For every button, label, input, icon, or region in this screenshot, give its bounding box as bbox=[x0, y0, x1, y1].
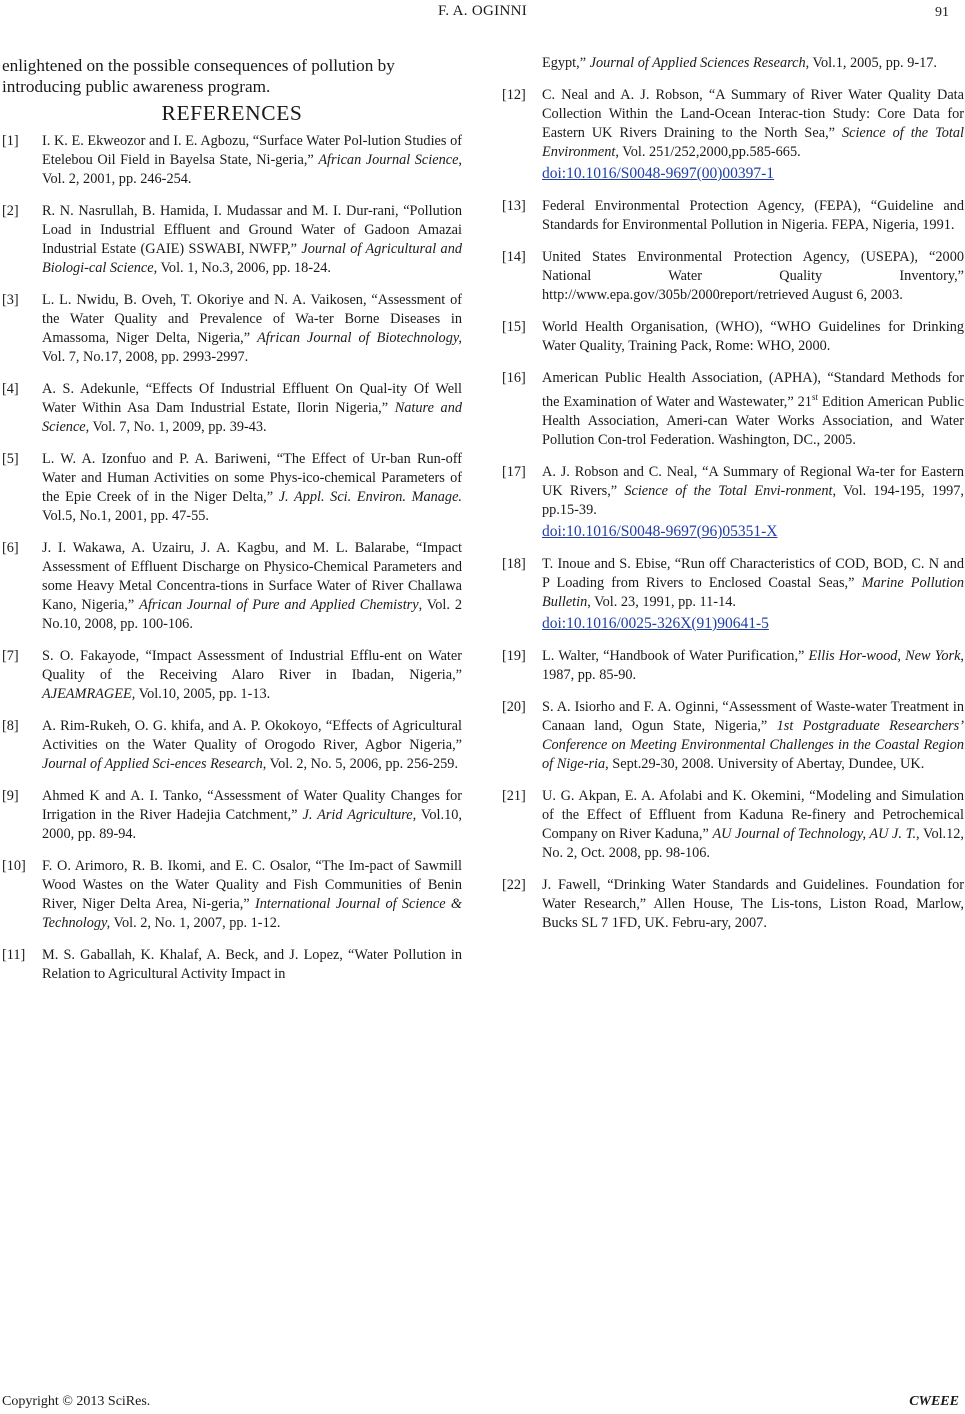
reference-journal: Ellis Hor-wood, New York bbox=[808, 647, 961, 664]
superscript: st bbox=[811, 392, 818, 402]
reference-journal: African Journal of Biotechnology, bbox=[257, 330, 462, 346]
reference-number: [15] bbox=[502, 319, 526, 335]
reference-21 bbox=[502, 787, 964, 863]
reference-text: T. Inoue and S. Ebise, “Run off Characteristics of COD, BOD, C. N and P Loading from Rivers to Enclosed Coastal Seas,” bbox=[542, 555, 964, 591]
reference-1 bbox=[2, 132, 462, 189]
reference-4 bbox=[2, 380, 462, 437]
reference-22 bbox=[502, 876, 964, 933]
reference-journal: Science of the Total Envi-ronment bbox=[624, 482, 833, 499]
reference-number: [9] bbox=[2, 788, 19, 804]
reference-journal: Science of the Total Environment bbox=[542, 125, 965, 160]
reference-number: [1] bbox=[2, 133, 19, 149]
reference-2 bbox=[2, 202, 462, 278]
reference-journal: J. Appl. Sci. Environ. Manage. bbox=[278, 489, 462, 505]
doi-link[interactable]: doi:10.1016/0025-326X(91)90641-5 bbox=[542, 614, 769, 632]
reference-text: C. Neal and A. J. Robson, “A Summary of River Water Quality Data Collection Within the Land-Ocean Interac-tion Study: Core Data for Eastern UK Rivers Draining to the North Sea,” bbox=[542, 87, 964, 141]
reference-20 bbox=[502, 698, 964, 774]
reference-details: , Vol. 251/252,2000,pp.585-665. bbox=[615, 144, 801, 160]
reference-details: Vol.10, 2005, pp. 1-13. bbox=[135, 686, 271, 702]
reference-number: [19] bbox=[502, 647, 526, 664]
right-column bbox=[502, 54, 964, 946]
reference-7 bbox=[2, 647, 462, 704]
reference-number: [12] bbox=[502, 87, 526, 103]
reference-number: [22] bbox=[502, 876, 526, 893]
reference-details: , Vol. 194-195, 1997, pp.15-39. bbox=[542, 482, 964, 518]
reference-text: F. O. Arimoro, R. B. Ikomi, and E. C. Osalor, “The Im-pact of Sawmill Wood Wastes on the Water Quality and Fish Communities of Benin River, Niger Delta Area, Ni-geria,” bbox=[42, 858, 462, 912]
reference-journal: Marine Pollution Bulletin bbox=[542, 574, 964, 610]
reference-text: Federal Environmental Protection Agency, (FEPA), “Guideline and Standards for Environmental Pollution in Nigeria. FEPA, Nigeria, 1991. bbox=[542, 198, 964, 233]
reference-text: A. J. Robson and C. Neal, “A Summary of Regional Wa-ter for Eastern UK Rivers,” bbox=[542, 463, 964, 499]
reference-journal: African Journal of Pure and Applied Chemistry bbox=[139, 597, 419, 613]
reference-text: American Public Health Association, (APHA), “Standard Methods for the Examination of Water and Wastewater,” 21 bbox=[542, 370, 964, 410]
running-header-author: F. A. OGINNI bbox=[437, 3, 528, 19]
reference-number: [14] bbox=[502, 249, 526, 265]
doi-link[interactable]: doi:10.1016/S0048-9697(00)00397-1 bbox=[542, 165, 775, 182]
reference-number: [21] bbox=[502, 787, 526, 804]
reference-text: R. N. Nasrullah, B. Hamida, I. Mudassar and M. I. Dur-rani, “Pollution Load in Industrial Effluent and Ground Water of Gadoon Amazai Industrial Estate (GAIE) SSWABI, NWFP,” bbox=[42, 203, 462, 257]
reference-text: S. A. Isiorho and F. A. Oginni, “Assessment of Waste-water Treatment in Canaan land, Ogun State, Nigeria,” bbox=[542, 698, 964, 734]
references-heading: REFERENCES bbox=[161, 101, 303, 125]
reference-details: , Vol. 23, 1991, pp. 11-14. bbox=[587, 593, 736, 610]
intro-paragraph: enlightened on the possible consequences of pollution by introducing public awareness program. bbox=[2, 56, 395, 96]
reference-number: [18] bbox=[502, 555, 526, 572]
doi-link[interactable]: doi:10.1016/S0048-9697(96)05351-X bbox=[542, 522, 778, 540]
reference-journal: AJEAMRAGEE, bbox=[42, 686, 136, 702]
reference-details: Vol. 2, No. 1, 2007, pp. 1-12. bbox=[110, 915, 281, 931]
reference-journal: International Journal of Science & Technology, bbox=[42, 896, 462, 931]
reference-text: M. S. Gaballah, K. Khalaf, A. Beck, and J. Lopez, “Water Pollution in Relation to Agricultural Activity Impact in bbox=[42, 947, 462, 982]
reference-5 bbox=[2, 450, 462, 526]
reference-number: [16] bbox=[502, 370, 526, 386]
reference-number: [5] bbox=[2, 451, 19, 467]
reference-journal: AU Journal of Technology, AU J. T. bbox=[712, 825, 917, 842]
reference-details: Vol. 7, No. 1, 2009, pp. 39-43. bbox=[89, 419, 267, 435]
reference-details: , Vol.1, 2005, pp. 9-17. bbox=[805, 55, 937, 71]
reference-17 bbox=[502, 463, 964, 542]
reference-text: Egypt,” bbox=[542, 55, 590, 71]
reference-3 bbox=[2, 291, 462, 367]
reference-text: United States Environmental Protection Agency, (USEPA), “2000 National Water Quality Inventory,” http://www.epa.gov/305b/2000report/retrieved August 6, 2003. bbox=[542, 249, 964, 303]
reference-details: Vol.5, No.1, 2001, pp. 47-55. bbox=[42, 508, 209, 524]
reference-details: Edition American Public Health Association, Ameri-can Water Works Association, and Water Pollution Con-trol Federation. Washington, DC., 2005. bbox=[542, 393, 964, 448]
reference-number: [13] bbox=[502, 198, 526, 214]
reference-11 bbox=[2, 946, 462, 984]
reference-13 bbox=[502, 197, 964, 235]
reference-11-continued bbox=[502, 54, 964, 73]
reference-number: [17] bbox=[502, 463, 526, 480]
reference-text: A. S. Adekunle, “Effects Of Industrial Effluent On Qual-ity Of Well Water Within Asa Dam Industrial Estate, Ilorin Nigeria,” bbox=[42, 381, 462, 416]
reference-details: Vol. 7, No.17, 2008, pp. 2993-2997. bbox=[42, 349, 249, 365]
reference-details: , Vol.12, No. 2, Oct. 2008, pp. 98-106. bbox=[542, 825, 965, 861]
reference-number: [2] bbox=[2, 203, 19, 219]
reference-text: L. L. Nwidu, B. Oveh, T. Okoriye and N. A. Vaikosen, “Assessment of the Water Quality and Prevalence of Wa-ter Borne Diseases in Amassoma, Niger Delta, Nigeria,” bbox=[42, 292, 462, 346]
reference-18 bbox=[502, 555, 964, 634]
reference-details: Vol.10, 2000, pp. 89-94. bbox=[42, 807, 462, 842]
reference-details: , Vol. 1, No.3, 2006, pp. 18-24. bbox=[153, 260, 331, 276]
reference-text: L. Walter, “Handbook of Water Purification,” bbox=[542, 647, 809, 664]
reference-number: [20] bbox=[502, 698, 526, 715]
reference-journal: Journal of Applied Sci-ences Research bbox=[42, 756, 263, 772]
reference-journal: 1st Postgraduate Researchers’ Conference on Meeting Environmental Challenges in the Coastal Region of Nige-ria bbox=[542, 717, 964, 772]
reference-number: [8] bbox=[2, 718, 19, 734]
reference-text: I. K. E. Ekweozor and I. E. Agbozu, “Surface Water Pol-lution Studies of Etelebou Oil Field in Bayelsa State, Ni-geria,” bbox=[42, 133, 462, 168]
reference-19 bbox=[502, 647, 964, 685]
page-number: 91 bbox=[935, 5, 949, 20]
copyright-footer: Copyright © 2013 SciRes. bbox=[2, 1394, 151, 1409]
reference-number: [11] bbox=[2, 947, 26, 963]
reference-16 bbox=[502, 369, 964, 450]
reference-text: J. I. Wakawa, A. Uzairu, J. A. Kagbu, and M. L. Balarabe, “Impact Assessment of Effluent Discharge on Physico-Chemical Parameters and some Heavy Metal Concentra-tions in Surface Water of River Challawa Kano, Nigeria,” bbox=[42, 540, 462, 613]
reference-10 bbox=[2, 857, 462, 933]
reference-text: World Health Organisation, (WHO), “WHO Guidelines for Drinking Water Quality, Training Pack, Rome: WHO, 2000. bbox=[542, 319, 964, 354]
reference-text: Ahmed K and A. I. Tanko, “Assessment of Water Quality Changes for Irrigation in the River Hadejia Catchment,” bbox=[42, 788, 462, 823]
reference-8 bbox=[2, 717, 462, 774]
reference-journal: Nature and Science, bbox=[42, 400, 462, 435]
reference-text: S. O. Fakayode, “Impact Assessment of Industrial Efflu-ent on Water Quality of the Receiving Alaro River in Ibadan, Nigeria,” bbox=[42, 648, 462, 683]
reference-number: [7] bbox=[2, 648, 19, 664]
reference-journal: Journal of Applied Sciences Research bbox=[589, 55, 806, 71]
reference-details: , Vol. 2, 2001, pp. 246-254. bbox=[42, 152, 462, 187]
reference-number: [6] bbox=[2, 540, 19, 556]
reference-number: [4] bbox=[2, 381, 19, 397]
reference-9 bbox=[2, 787, 462, 844]
reference-number: [3] bbox=[2, 292, 19, 308]
reference-text: A. Rim-Rukeh, O. G. khifa, and A. P. Okokoyo, “Effects of Agricultural Activities on the Water Quality of Orogodo River, Agbor Nigeria,” bbox=[42, 718, 462, 753]
reference-details: , Vol. 2 No.10, 2008, pp. 100-106. bbox=[42, 597, 463, 632]
reference-details: , Vol. 2, No. 5, 2006, pp. 256-259. bbox=[262, 756, 459, 772]
reference-journal: African Journal Science bbox=[318, 152, 459, 168]
reference-number: [10] bbox=[2, 858, 26, 874]
reference-text: U. G. Akpan, E. A. Afolabi and K. Okemini, “Modeling and Simulation of the Effect of Effluent from Kaduna Re-finery and Petrochemical Company on River Kaduna,” bbox=[542, 787, 964, 842]
left-column bbox=[2, 55, 462, 997]
reference-details: , 1987, pp. 85-90. bbox=[542, 647, 964, 683]
reference-text: J. Fawell, “Drinking Water Standards and Guidelines. Foundation for Water Research,” Allen House, The Lis-tons, Liston Road, Marlow, Bucks SL 7 1FD, UK. Febru-ary, 2007. bbox=[542, 876, 964, 931]
reference-details: , Sept.29-30, 2008. University of Abertay, Dundee, UK. bbox=[605, 755, 925, 772]
reference-text: L. W. A. Izonfuo and P. A. Bariweni, “The Effect of Ur-ban Run-off Water and Human Activities on some Phys-ico-chemical Parameters of the Epie Creek of in the Niger Delta,” bbox=[42, 451, 462, 505]
reference-12 bbox=[502, 86, 964, 184]
reference-journal: Journal of Agricultural and Biologi-cal Science bbox=[42, 241, 462, 276]
reference-15 bbox=[502, 318, 964, 356]
reference-6 bbox=[2, 539, 462, 634]
reference-14 bbox=[502, 248, 964, 305]
journal-abbrev-footer: CWEEE bbox=[909, 1394, 959, 1409]
reference-journal: J. Arid Agriculture, bbox=[302, 807, 417, 823]
